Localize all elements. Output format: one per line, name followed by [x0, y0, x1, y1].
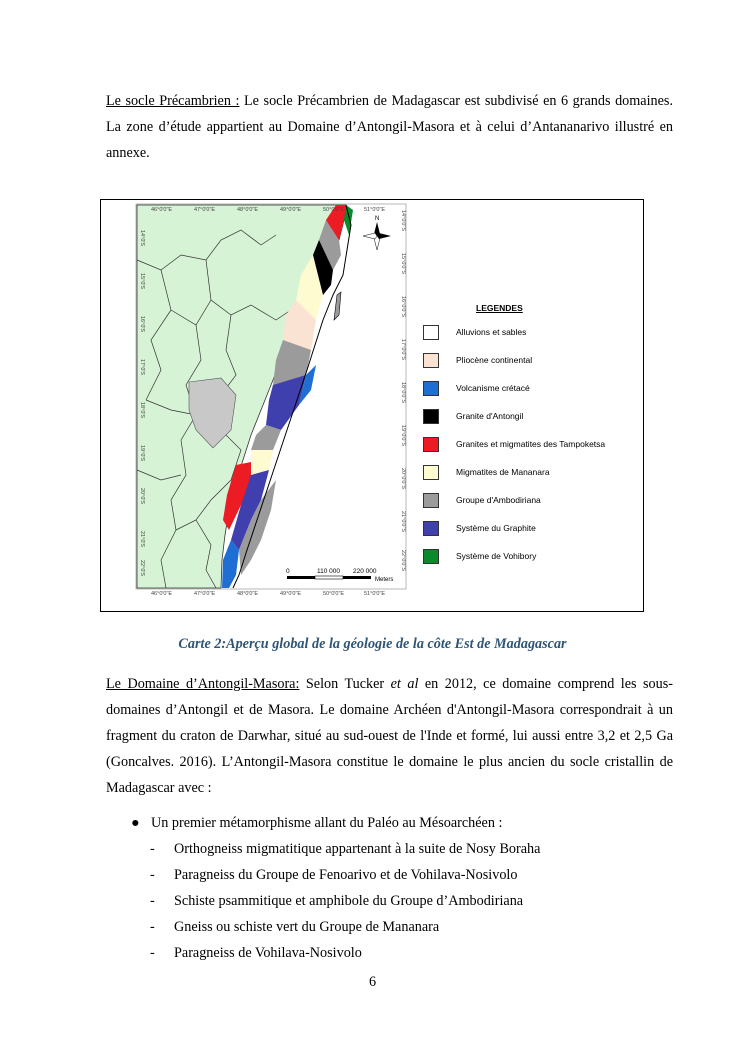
- scale-label-1: 110 000: [317, 568, 341, 575]
- tick-right-2: 15°0'0"S: [400, 253, 406, 275]
- paragraph-body: Le socle Précambrien de Madagascar est subdivisé en 6 grands domaines. La zone d’étude appartient au Domaine d’Antongil-Masora et à celui d’Antananarivo illustré en annexe.: [106, 93, 673, 161]
- dash-text: Paragneiss de Vohilava-Nosivolo: [174, 945, 362, 961]
- paragraph-heading: Le socle Précambrien :: [106, 93, 240, 109]
- right-ticks: [400, 210, 406, 571]
- tick-left-4: 17°0'S: [139, 359, 145, 376]
- dash-text: Paragneiss du Groupe de Fenoarivo et de Vohilava-Nosivolo: [174, 867, 518, 883]
- legend-swatch: [423, 381, 439, 396]
- dash-text: Orthogneiss migmatitique appartenant à la suite de Nosy Boraha: [174, 841, 541, 857]
- scale-label-2: 220 000: [353, 568, 377, 575]
- dash-icon: -: [150, 919, 155, 935]
- tick-right-1: 14°0'0"S: [400, 210, 406, 232]
- legend-swatch: [423, 465, 439, 480]
- dash-icon: -: [150, 841, 155, 857]
- tick-bottom-4: 49°0'0"E: [280, 591, 302, 597]
- legend-swatch: [423, 437, 439, 452]
- tick-left-8: 21°0'S: [139, 531, 145, 548]
- legend-swatch: [423, 549, 439, 564]
- north-label: N: [375, 216, 380, 222]
- tick-left-1: 14°0'S: [139, 230, 145, 247]
- dash-icon: -: [150, 867, 155, 883]
- legend-label: Volcanisme crétacé: [456, 383, 530, 393]
- tick-bottom-1: 46°0'0"E: [151, 591, 173, 597]
- bullet-icon: ●: [131, 815, 140, 831]
- tick-top-6: 51°0'0"E: [364, 207, 386, 213]
- legend-label: Alluvions et sables: [456, 327, 527, 337]
- geology-map-figure: [100, 199, 644, 612]
- tick-bottom-6: 51°0'0"E: [364, 591, 386, 597]
- tick-left-7: 20°0'S: [139, 488, 145, 505]
- scale-unit: Meters: [375, 577, 394, 583]
- tick-top-1: 46°0'0"E: [151, 207, 173, 213]
- legend-label: Groupe d'Ambodiriana: [456, 495, 541, 505]
- tick-top-4: 49°0'0"E: [280, 207, 302, 213]
- legend-title: LEGENDES: [476, 303, 523, 313]
- legend-label: Migmatites de Mananara: [456, 467, 550, 477]
- dash-icon: -: [150, 945, 155, 961]
- bullet-text: Un premier métamorphisme allant du Paléo au Mésoarchéen :: [151, 815, 503, 831]
- tick-right-4: 17°0'0"S: [400, 339, 406, 361]
- legend-swatch: [423, 409, 439, 424]
- paragraph-socle-precambrien: [106, 88, 673, 166]
- tick-right-7: 20°0'0"S: [400, 468, 406, 490]
- paragraph-text-2: en 2012, ce domaine comprend les sous-domaines d’Antongil et de Masora. Le domaine Archéen d'Antongil-Masora correspondrait à un fragment du craton de Darwhar, situé au sud-ouest de l'Inde et formé, lui aussi entre 3,2 et 2,5 Ga (Goncalves. 2016). L’Antongil-Masora constitue le domaine le plus ancien du socle cristallin de Madagascar avec :: [106, 676, 673, 796]
- dash-text: Gneiss ou schiste vert du Groupe de Mananara: [174, 919, 440, 935]
- legend-label: Système de Vohibory: [456, 551, 537, 561]
- tick-bottom-5: 50°0'0"E: [323, 591, 345, 597]
- legend-swatch: [423, 521, 439, 536]
- legend-label: Granites et migmatites des Tampoketsa: [456, 439, 606, 449]
- tick-left-2: 15°0'S: [139, 273, 145, 290]
- tick-right-6: 19°0'0"S: [400, 425, 406, 447]
- tick-top-3: 48°0'0"E: [237, 207, 259, 213]
- legend-swatch: [423, 325, 439, 340]
- figure-caption: Carte 2:Aperçu global de la géologie de la côte Est de Madagascar: [178, 636, 567, 652]
- legend-label: Système du Graphite: [456, 523, 536, 533]
- legend-label: Pliocène continental: [456, 355, 533, 365]
- legend-label: Granite d'Antongil: [456, 411, 524, 421]
- tick-bottom-3: 48°0'0"E: [237, 591, 259, 597]
- tick-left-9: 22°0'S: [139, 560, 145, 577]
- tick-bottom-2: 47°0'0"E: [194, 591, 216, 597]
- tick-right-9: 22°0'0"S: [400, 550, 406, 572]
- tick-left-6: 19°0'S: [139, 445, 145, 462]
- tick-top-2: 47°0'0"E: [194, 207, 216, 213]
- tick-top-5: 50°0'0"E: [323, 207, 345, 213]
- paragraph-heading: Le Domaine d’Antongil-Masora:: [106, 676, 300, 692]
- scale-label-0: 0: [286, 568, 290, 575]
- paragraph-text-1: Selon Tucker: [299, 676, 391, 692]
- geology-map: [101, 200, 643, 611]
- dash-icon: -: [150, 893, 155, 909]
- tick-right-5: 18°0'0"S: [400, 382, 406, 404]
- paragraph-italic: et al: [390, 676, 419, 692]
- tick-left-5: 18°0'S: [139, 402, 145, 419]
- paragraph-domaine-antongil: [106, 671, 673, 801]
- bottom-ticks: [151, 591, 385, 597]
- tick-left-3: 16°0'S: [139, 316, 145, 333]
- tick-right-8: 21°0'0"S: [400, 511, 406, 533]
- dash-text: Schiste psammitique et amphibole du Groupe d’Ambodiriana: [174, 893, 524, 909]
- tick-right-3: 16°0'0"S: [400, 296, 406, 318]
- legend-swatch: [423, 493, 439, 508]
- legend-swatch: [423, 353, 439, 368]
- page-number: 6: [368, 974, 377, 990]
